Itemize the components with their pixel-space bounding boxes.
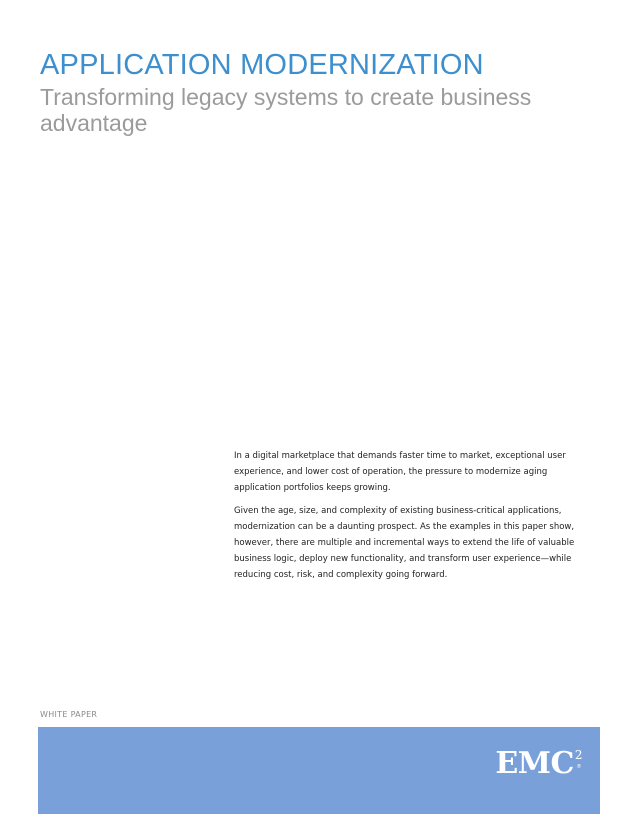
document-subtitle: Transforming legacy systems to create business advantage xyxy=(40,84,532,136)
intro-text xyxy=(234,448,584,590)
emc-logo xyxy=(495,747,582,786)
emc-logo-text: EMC xyxy=(495,746,574,781)
intro-paragraph-2: Given the age, size, and complexity of existing business-critical applications, modernization can be a daunting prospect. As the examples in this paper show, however, there are multiple and incremental ways to extend the life of valuable business logic, deploy new functionality, and transform user experience—while reducing cost, risk, and complexity going forward. xyxy=(234,506,575,580)
emc-logo-superscript: 2 xyxy=(574,748,582,762)
document-title: APPLICATION MODERNIZATION xyxy=(40,49,484,81)
intro-paragraph-1: In a digital marketplace that demands faster time to market, exceptional user experience, and lower cost of operation, the pressure to modernize aging application portfolios keeps growing. xyxy=(234,451,566,493)
registered-mark: ® xyxy=(576,764,581,770)
footer-band xyxy=(38,727,600,814)
document-type-label: WHITE PAPER xyxy=(40,710,98,719)
